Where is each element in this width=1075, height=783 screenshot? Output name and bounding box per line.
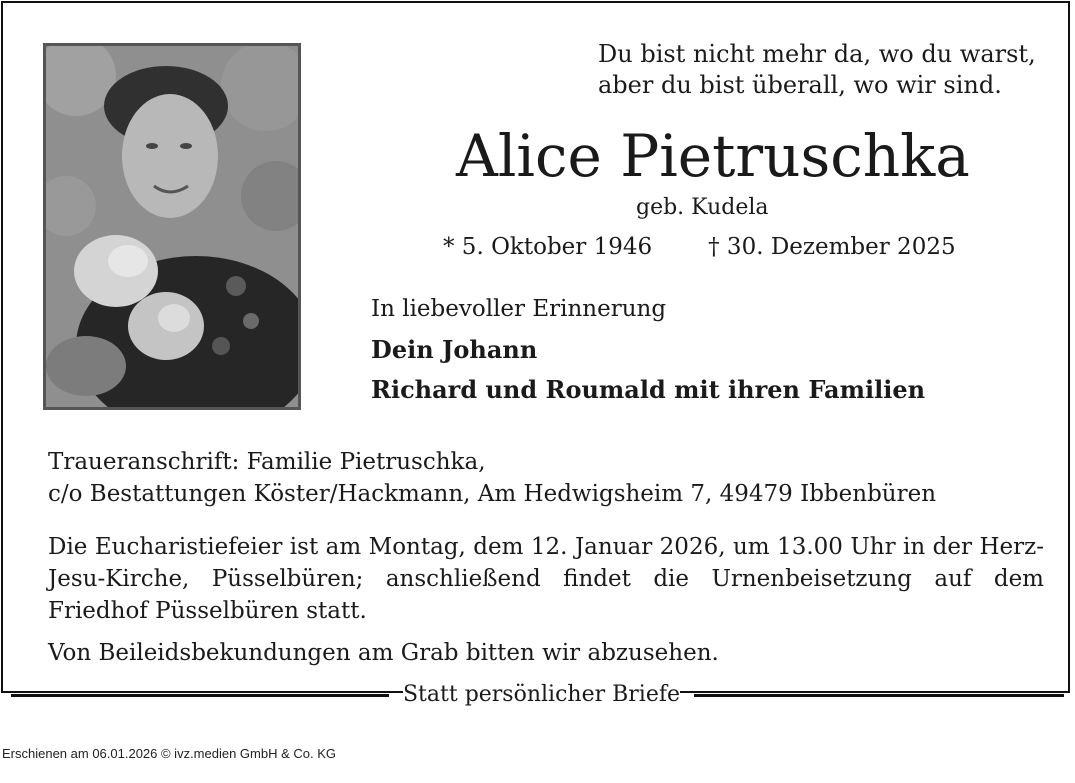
birth-date: * 5. Oktober 1946 [443, 234, 653, 260]
footer-label: Statt persönlicher Briefe [403, 680, 680, 710]
mourner-line-2: Richard und Roumald mit ihren Familien [371, 375, 926, 404]
footer-rule [0, 680, 1075, 710]
death-date: † 30. Dezember 2025 [708, 234, 956, 260]
epitaph-quote [598, 39, 1036, 101]
address-line-1: Traueranschrift: Familie Pietruschka, [48, 449, 486, 475]
condolence-request: Von Beileidsbekundungen am Grab bitten wir abzusehen. [48, 640, 719, 666]
mourning-address [48, 446, 936, 510]
mourner-line-1: Dein Johann [371, 335, 538, 364]
maiden-name: geb. Kudela [636, 195, 769, 220]
quote-line-1: Du bist nicht mehr da, wo du warst, [598, 40, 1036, 68]
portrait-photo [43, 43, 301, 410]
portrait-illustration [46, 46, 298, 407]
remembrance-intro: In liebevoller Erinnerung [371, 296, 667, 322]
service-details: Die Eucharistiefeier ist am Montag, dem 12. Januar 2026, um 13.00 Uhr in der Herz-Jesu-Kirche, Püsselbüren; anschließend findet die Urnenbeisetzung auf dem Friedhof Püsselbüren statt. [48, 534, 1044, 624]
address-line-2: c/o Bestattungen Köster/Hackmann, Am Hedwigsheim 7, 49479 Ibbenbüren [48, 481, 937, 507]
deceased-name: Alice Pietruschka [456, 122, 970, 190]
publication-credit: Erschienen am 06.01.2026 © ivz.medien GmbH & Co. KG [2, 746, 337, 761]
footer-divider-right [694, 694, 1064, 697]
life-dates [443, 232, 956, 262]
footer-divider-left [11, 694, 389, 697]
quote-line-2: aber du bist überall, wo wir sind. [598, 71, 1002, 99]
obituary-notice [1, 1, 1070, 693]
